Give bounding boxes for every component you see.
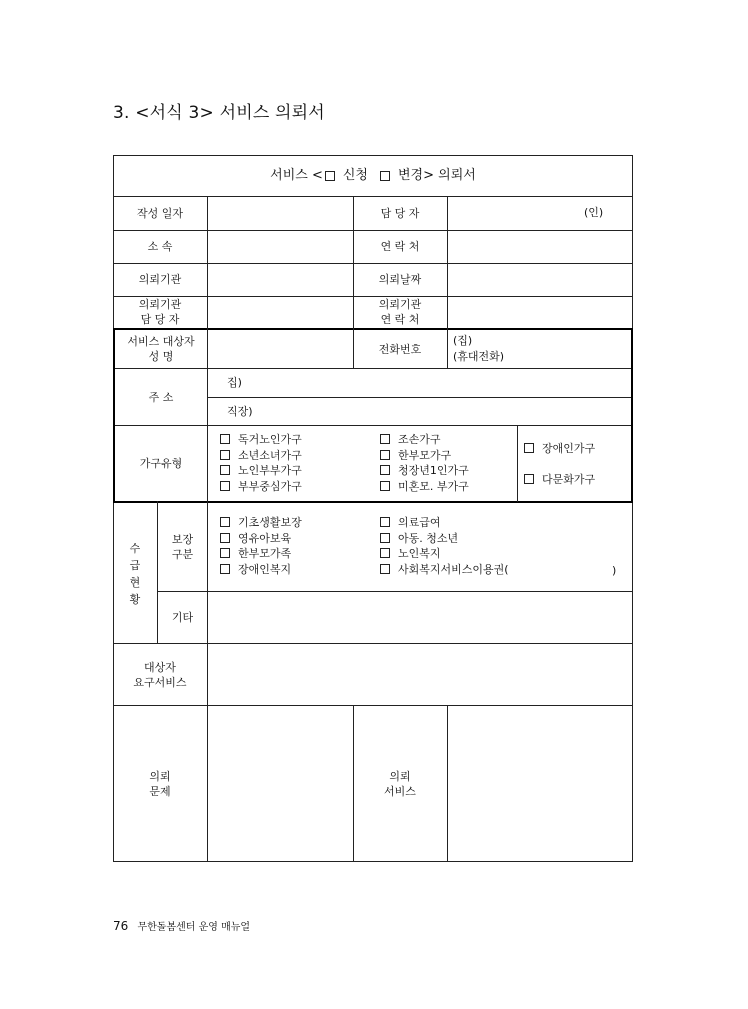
- household-option-label: 장애인가구: [542, 442, 596, 455]
- checkbox-icon[interactable]: [380, 533, 390, 543]
- household-option[interactable]: [524, 472, 595, 488]
- contact-label: 연 락 처: [380, 240, 420, 253]
- benefit-status-char: 현: [129, 576, 141, 589]
- security-option[interactable]: [380, 546, 509, 562]
- checkbox-icon[interactable]: [380, 465, 390, 475]
- agency-manager-field[interactable]: [208, 296, 353, 328]
- household-options-col2: [380, 432, 469, 494]
- security-option[interactable]: [220, 546, 302, 562]
- security-option[interactable]: [380, 562, 509, 578]
- household-options-col1: [220, 432, 302, 494]
- form-heading: [113, 155, 633, 196]
- etc-field[interactable]: [208, 592, 632, 643]
- checkbox-icon[interactable]: [380, 548, 390, 558]
- request-service-field[interactable]: [448, 706, 632, 861]
- benefit-status-char: 급: [129, 559, 141, 572]
- agency-contact-field[interactable]: [448, 296, 632, 328]
- security-type-label: [158, 502, 207, 591]
- voucher-close-paren: ): [612, 564, 617, 577]
- agency-manager-label: [113, 296, 207, 328]
- request-date-label: 의뢰날짜: [378, 273, 422, 286]
- etc-label: 기타: [171, 611, 194, 624]
- date-label: 작성 일자: [136, 206, 183, 220]
- request-problem-label-line2: 문제: [149, 784, 171, 798]
- affiliation-label: 소 속: [147, 240, 173, 253]
- request-problem-label-line1: 의뢰: [149, 769, 171, 783]
- household-option[interactable]: [220, 463, 302, 479]
- security-type-label-line2: 구분: [171, 547, 194, 561]
- manual-title: 무한돌봄센터 운영 매뉴얼: [137, 922, 251, 933]
- target-name-label: [115, 330, 207, 368]
- checkbox-icon[interactable]: [220, 564, 230, 574]
- agency-manager-label-line1: 의뢰기관: [138, 298, 182, 311]
- requested-service-label: [113, 644, 207, 705]
- checkbox-icon[interactable]: [524, 443, 534, 453]
- security-options-col1: [220, 515, 302, 577]
- phone-field[interactable]: [448, 330, 631, 368]
- request-problem-label: [113, 706, 207, 861]
- household-option[interactable]: [220, 448, 302, 464]
- seal-label: (인): [584, 206, 604, 219]
- household-type-label: 가구유형: [139, 457, 183, 470]
- security-option-label: 의료급여: [398, 516, 441, 529]
- agency-contact-label: [353, 296, 447, 328]
- address-work-field[interactable]: [208, 398, 631, 425]
- benefit-status-label: [113, 540, 157, 608]
- security-type-label-line1: 보장: [171, 532, 194, 546]
- security-option[interactable]: [380, 515, 509, 531]
- col-divider: [517, 425, 518, 502]
- form-heading-option-change: 변경: [398, 168, 424, 183]
- manager-field[interactable]: [448, 196, 632, 230]
- address-home-field[interactable]: [208, 369, 631, 397]
- form-heading-option-apply: 신청: [342, 168, 368, 183]
- household-option[interactable]: [380, 448, 469, 464]
- requested-service-field[interactable]: [208, 644, 632, 705]
- bold-block-right: [631, 328, 633, 503]
- benefit-status-char: 수: [129, 542, 141, 555]
- household-option[interactable]: [220, 432, 302, 448]
- household-option-label: 독거노인가구: [238, 433, 302, 446]
- household-option-label: 미혼모. 부가구: [398, 479, 469, 493]
- household-option-label: 한부모가구: [398, 448, 452, 462]
- checkbox-icon[interactable]: [325, 171, 335, 181]
- security-option-label: 사회복지서비스이용권(: [398, 562, 509, 576]
- security-option-label: 기초생활보장: [238, 516, 302, 529]
- request-service-label: [353, 706, 447, 861]
- agency-contact-label-line2: 연 락 처: [380, 313, 420, 326]
- household-option[interactable]: [220, 479, 302, 495]
- phone-mobile-label: (휴대전화): [453, 350, 505, 363]
- security-option-label: 영유아보육: [238, 531, 292, 545]
- security-option-label: 노인복지: [398, 547, 441, 560]
- checkbox-icon[interactable]: [380, 434, 390, 444]
- table-border-right: [632, 155, 633, 862]
- checkbox-icon[interactable]: [380, 171, 390, 181]
- household-option-label: 노인부부가구: [238, 464, 302, 477]
- target-name-label-line1: 서비스 대상자: [127, 335, 195, 348]
- checkbox-icon[interactable]: [220, 450, 230, 460]
- address-home-label: 집): [227, 376, 242, 389]
- security-options-col2: [380, 515, 509, 577]
- security-option[interactable]: [220, 515, 302, 531]
- phone-label: 전화번호: [378, 342, 422, 356]
- agency-field[interactable]: [208, 263, 353, 296]
- request-problem-field[interactable]: [208, 706, 353, 861]
- checkbox-icon[interactable]: [380, 564, 390, 574]
- checkbox-icon[interactable]: [380, 450, 390, 460]
- checkbox-icon[interactable]: [380, 517, 390, 527]
- table-border-bottom: [113, 861, 633, 862]
- household-option-label: 조손가구: [398, 433, 441, 446]
- checkbox-icon[interactable]: [220, 465, 230, 475]
- security-option-label: 아동. 청소년: [398, 531, 459, 545]
- household-option[interactable]: [524, 441, 595, 457]
- household-option[interactable]: [380, 479, 469, 495]
- target-name-label-line2: 성 명: [148, 350, 174, 363]
- request-service-label-line1: 의뢰: [389, 769, 411, 783]
- form-heading-suffix: > 의뢰서: [423, 168, 476, 183]
- checkbox-icon[interactable]: [380, 481, 390, 491]
- security-option[interactable]: [220, 531, 302, 547]
- manager-label: 담 당 자: [380, 206, 420, 220]
- checkbox-icon[interactable]: [220, 481, 230, 491]
- phone-home-label: (집): [453, 334, 473, 347]
- address-work-label: 직장): [227, 405, 253, 418]
- checkbox-icon[interactable]: [220, 434, 230, 444]
- benefit-status-char: 황: [129, 593, 141, 606]
- form-heading-prefix: 서비스 <: [270, 168, 323, 183]
- address-label: 주 소: [148, 390, 174, 404]
- page-footer: [113, 918, 250, 933]
- household-option[interactable]: [380, 463, 469, 479]
- security-option-label: 한부모가족: [238, 547, 292, 560]
- affiliation-field[interactable]: [208, 230, 353, 263]
- household-option-label: 소년소녀가구: [238, 448, 302, 462]
- agency-contact-label-line1: 의뢰기관: [378, 298, 422, 311]
- security-option[interactable]: [380, 531, 509, 547]
- request-service-label-line2: 서비스: [384, 784, 416, 798]
- requested-service-label-line1: 대상자: [144, 660, 176, 674]
- contact-field[interactable]: [448, 230, 632, 263]
- checkbox-icon[interactable]: [220, 548, 230, 558]
- household-option-label: 부부중심가구: [238, 479, 302, 493]
- section-title: 3. <서식 3> 서비스 의뢰서: [113, 103, 325, 123]
- date-field[interactable]: [208, 196, 353, 230]
- target-name-field[interactable]: [208, 330, 353, 368]
- checkbox-icon[interactable]: [524, 474, 534, 484]
- agency-manager-label-line2: 담 당 자: [140, 313, 180, 326]
- household-option-label: 청장년1인가구: [398, 464, 469, 477]
- household-option-label: 다문화가구: [542, 473, 596, 486]
- page-number: 76: [113, 919, 129, 933]
- agency-label: 의뢰기관: [138, 273, 182, 286]
- checkbox-icon[interactable]: [220, 517, 230, 527]
- requested-service-label-line2: 요구서비스: [133, 675, 187, 689]
- household-option[interactable]: [380, 432, 469, 448]
- request-date-field[interactable]: [448, 263, 632, 296]
- security-option[interactable]: [220, 562, 302, 578]
- security-option-label: 장애인복지: [238, 562, 292, 576]
- checkbox-icon[interactable]: [220, 533, 230, 543]
